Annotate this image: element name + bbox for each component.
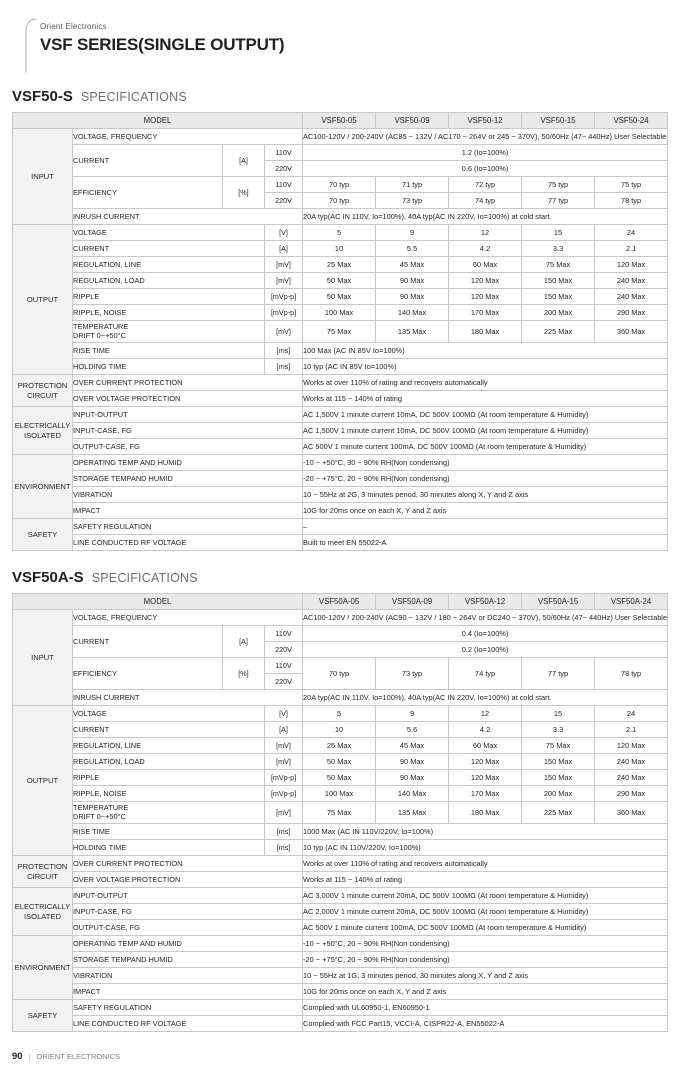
page-number: 90	[12, 1051, 23, 1062]
row-volt-220: 220V	[265, 193, 303, 209]
cell: 290 Max	[595, 305, 668, 321]
row-value-inrush: 20A typ(AC IN 110V, Io=100%), 40A typ(AC IN 220V, Io=100%) at cold start.	[303, 209, 668, 225]
table-row	[13, 920, 668, 936]
row-unit-ripple: [mVp-p]	[265, 289, 303, 305]
cell: 70 typ	[303, 658, 376, 690]
table-row	[13, 1016, 668, 1032]
cell: 74 typ	[449, 658, 522, 690]
cell: 25 Max	[303, 738, 376, 754]
row-unit-ripple-noise: [mVp-p]	[265, 786, 303, 802]
group-output: OUTPUT	[13, 225, 73, 375]
cell: 180 Max	[449, 802, 522, 824]
table-row	[13, 690, 668, 706]
cell: 77 typ	[522, 193, 595, 209]
row-value-inrush: 20A typ(AC IN 110V, Io=100%), 40A typ(AC IN 220V, Io=100%) at cold start.	[303, 690, 668, 706]
row-value-rise-time: 1000 Max (AC IN 110V/220V, Io=100%)	[303, 824, 668, 840]
group-safety: SAFETY	[13, 519, 73, 551]
model-header: MODEL	[13, 113, 303, 129]
cell: 140 Max	[376, 786, 449, 802]
group-input: INPUT	[13, 610, 73, 706]
cell: 360 Max	[595, 321, 668, 343]
cell: 75 typ	[522, 177, 595, 193]
cell: 240 Max	[595, 289, 668, 305]
cell: 24	[595, 225, 668, 241]
row-unit-out-voltage: [V]	[265, 225, 303, 241]
table-row	[13, 722, 668, 738]
row-unit-efficiency: [%]	[223, 658, 265, 690]
cell: 78 typ	[595, 193, 668, 209]
table-row	[13, 145, 668, 161]
table-row	[13, 519, 668, 535]
row-label-storage-temp: STORAGE TEMPAND HUMID	[73, 471, 303, 487]
row-label-temp-drift-line1: TEMPERATURE	[73, 321, 129, 331]
row-label-input-output: INPUT-OUTPUT	[73, 888, 303, 904]
group-isolated: ELECTRICALLY ISOLATED	[13, 888, 73, 936]
row-label-over-voltage: OVER VOLTAGE PROTECTION	[73, 391, 303, 407]
row-unit-reg-line: [mV]	[265, 257, 303, 273]
cell: 10	[303, 241, 376, 257]
group-environment: ENVIRONMENT	[13, 455, 73, 519]
row-unit-out-current: [A]	[265, 722, 303, 738]
row-value-current-110: 1.2 (Io=100%)	[303, 145, 668, 161]
row-value-impact: 10G for 20ms once on each X, Y and Z axis	[303, 503, 668, 519]
table-row	[13, 856, 668, 872]
cell: 135 Max	[376, 321, 449, 343]
cell: 9	[376, 225, 449, 241]
cell: 70 typ	[303, 193, 376, 209]
row-label-impact: IMPACT	[73, 984, 303, 1000]
cell: 5.6	[376, 722, 449, 738]
table-row	[13, 225, 668, 241]
group-protection: PROTECTION CIRCUIT	[13, 375, 73, 407]
row-value-output-case: AC 500V 1 minute current 100mA, DC 500V 100MΩ (At room temperature & Humidity)	[303, 439, 668, 455]
table-row	[13, 487, 668, 503]
table-row	[13, 626, 668, 642]
model-header: MODEL	[13, 594, 303, 610]
group-isolated: ELECTRICALLY ISOLATED	[13, 407, 73, 455]
row-label-current: CURRENT	[73, 145, 223, 177]
cell: 2.1	[595, 241, 668, 257]
row-label-reg-line: REGULATION, LINE	[73, 257, 265, 273]
table-row	[13, 770, 668, 786]
row-unit-temp-drift: [mV]	[265, 321, 303, 343]
row-unit-temp-drift: [mV]	[265, 802, 303, 824]
row-label-input-case: INPUT-CASE, FG	[73, 423, 303, 439]
cell: 12	[449, 706, 522, 722]
row-unit-out-voltage: [V]	[265, 706, 303, 722]
table-row	[13, 375, 668, 391]
model-col-5: VSF50-24	[595, 113, 668, 129]
row-value-holding-time: 10 typ (AC IN 110V/220V, Io=100%)	[303, 840, 668, 856]
table-row	[13, 888, 668, 904]
cell: 50 Max	[303, 754, 376, 770]
cell: 3.3	[522, 722, 595, 738]
cell: 3.3	[522, 241, 595, 257]
group-safety: SAFETY	[13, 1000, 73, 1032]
cell: 72 typ	[449, 177, 522, 193]
row-value-storage-temp: -20 ~ +75°C, 20 ~ 90% RH(Non condensing)	[303, 952, 668, 968]
row-label-storage-temp: STORAGE TEMPAND HUMID	[73, 952, 303, 968]
cell: 9	[376, 706, 449, 722]
row-unit-reg-load: [mV]	[265, 754, 303, 770]
cell: 170 Max	[449, 305, 522, 321]
table-row	[13, 824, 668, 840]
section-title-vsf50s	[12, 88, 668, 105]
cell: 50 Max	[303, 289, 376, 305]
row-label-safety-reg: SAFETY REGULATION	[73, 1000, 303, 1016]
row-unit-out-current: [A]	[265, 241, 303, 257]
row-label-rf-voltage: LINE CONDUCTED RF VOLTAGE	[73, 535, 303, 551]
row-label-vibration: VIBRATION	[73, 968, 303, 984]
row-label-ripple: RIPPLE	[73, 289, 265, 305]
table-row	[13, 407, 668, 423]
cell: 77 typ	[522, 658, 595, 690]
cell: 2.1	[595, 722, 668, 738]
cell: 5	[303, 706, 376, 722]
cell: 120 Max	[449, 273, 522, 289]
cell: 5	[303, 225, 376, 241]
section-model-name: VSF50A-S	[12, 569, 84, 586]
cell: 15	[522, 225, 595, 241]
row-value-current-220: 0.2 (Io=100%)	[303, 642, 668, 658]
cell: 75 Max	[522, 257, 595, 273]
cell: 150 Max	[522, 273, 595, 289]
row-value-current-220: 0.6 (Io=100%)	[303, 161, 668, 177]
table-row	[13, 343, 668, 359]
table-row	[13, 471, 668, 487]
row-label-inrush: INRUSH CURRENT	[73, 209, 303, 225]
table-row	[13, 706, 668, 722]
cell: 240 Max	[595, 273, 668, 289]
row-value-vibration: 10 ~ 55Hz at 1G, 3 minutes period, 30 minutes along X, Y and Z axis	[303, 968, 668, 984]
page-footer	[12, 1051, 120, 1062]
cell: 100 Max	[303, 305, 376, 321]
row-unit-rise-time: [ms]	[265, 343, 303, 359]
cell: 150 Max	[522, 289, 595, 305]
row-unit-holding-time: [ms]	[265, 840, 303, 856]
cell: 4.2	[449, 722, 522, 738]
section-spec-label: SPECIFICATIONS	[80, 90, 187, 104]
model-col-4: VSF50-15	[522, 113, 595, 129]
row-label-holding-time: HOLDING TIME	[73, 840, 265, 856]
row-label-safety-reg: SAFETY REGULATION	[73, 519, 303, 535]
table-row	[13, 257, 668, 273]
row-volt-110: 110V	[265, 145, 303, 161]
row-value-rise-time: 100 Max (AC IN 85V Io=100%)	[303, 343, 668, 359]
cell: 45 Max	[376, 257, 449, 273]
row-value-rf-voltage: Built to meet EN 55022-A	[303, 535, 668, 551]
table-row	[13, 289, 668, 305]
row-label-out-current: CURRENT	[73, 241, 265, 257]
footer-company: ORIENT ELECTRONICS	[36, 1052, 121, 1061]
row-value-over-voltage: Works at 115 ~ 140% of rating	[303, 872, 668, 888]
row-label-reg-line: REGULATION, LINE	[73, 738, 265, 754]
cell: 140 Max	[376, 305, 449, 321]
model-col-5: VSF50A-24	[595, 594, 668, 610]
cell: 75 Max	[303, 802, 376, 824]
row-unit-reg-line: [mV]	[265, 738, 303, 754]
row-value-impact: 10G for 20ms once on each X, Y and Z axis	[303, 984, 668, 1000]
table-row	[13, 738, 668, 754]
table-row	[13, 840, 668, 856]
row-value-over-voltage: Works at 115 ~ 140% of rating	[303, 391, 668, 407]
row-label-temp-drift	[73, 802, 265, 824]
cell: 50 Max	[303, 273, 376, 289]
table-row	[13, 786, 668, 802]
row-unit-rise-time: [ms]	[265, 824, 303, 840]
cell: 120 Max	[449, 754, 522, 770]
row-label-vibration: VIBRATION	[73, 487, 303, 503]
cell: 120 Max	[449, 289, 522, 305]
row-value-storage-temp: -20 ~ +75°C, 20 ~ 90% RH(Non condensing)	[303, 471, 668, 487]
row-label-out-voltage: VOLTAGE	[73, 225, 265, 241]
row-volt-220: 220V	[265, 161, 303, 177]
row-label-ripple-noise: RIPPLE, NOISE	[73, 786, 265, 802]
table-row	[13, 305, 668, 321]
cell: 200 Max	[522, 305, 595, 321]
row-value-output-case: AC 500V 1 minute current 100mA, DC 500V 100MΩ (At room temperature & Humidity)	[303, 920, 668, 936]
table-row	[13, 904, 668, 920]
cell: 75 Max	[522, 738, 595, 754]
cell: 90 Max	[376, 289, 449, 305]
row-volt-110: 110V	[265, 177, 303, 193]
row-value-operating-temp: -10 ~ +50°C, 20 ~ 90% RH(Non condensing)	[303, 936, 668, 952]
table-row	[13, 439, 668, 455]
group-protection: PROTECTION CIRCUIT	[13, 856, 73, 888]
cell: 15	[522, 706, 595, 722]
row-value-rf-voltage: Complied with FCC Part15, VCCI-A, CISPR22-A, EN55022-A	[303, 1016, 668, 1032]
cell: 150 Max	[522, 754, 595, 770]
row-label-operating-temp: OPERATING TEMP AND HUMID	[73, 455, 303, 471]
cell: 90 Max	[376, 754, 449, 770]
row-label-ripple: RIPPLE	[73, 770, 265, 786]
row-label-inrush: INRUSH CURRENT	[73, 690, 303, 706]
spec-table-vsf50s	[12, 112, 668, 551]
row-value-safety-reg: –	[303, 519, 668, 535]
group-output: OUTPUT	[13, 706, 73, 856]
cell: 60 Max	[449, 738, 522, 754]
row-label-over-current: OVER CURRENT PROTECTION	[73, 375, 303, 391]
row-label-rise-time: RISE TIME	[73, 343, 265, 359]
table-row	[13, 455, 668, 471]
cell: 290 Max	[595, 786, 668, 802]
table-row	[13, 968, 668, 984]
section-model-name: VSF50-S	[12, 88, 73, 105]
row-label-operating-temp: OPERATING TEMP AND HUMID	[73, 936, 303, 952]
cell: 120 Max	[449, 770, 522, 786]
group-environment: ENVIRONMENT	[13, 936, 73, 1000]
table-row	[13, 177, 668, 193]
table-row	[13, 503, 668, 519]
row-unit-ripple: [mVp-p]	[265, 770, 303, 786]
cell: 4.2	[449, 241, 522, 257]
row-value-input-case: AC 2,000V 1 minute current 20mA, DC 500V 100MΩ (At room temperature & Humidity)	[303, 904, 668, 920]
row-value-safety-reg: Complied with UL60950-1, EN60950-1	[303, 1000, 668, 1016]
cell: 10	[303, 722, 376, 738]
row-unit-ripple-noise: [mVp-p]	[265, 305, 303, 321]
cell: 75 typ	[595, 177, 668, 193]
cell: 180 Max	[449, 321, 522, 343]
cell: 25 Max	[303, 257, 376, 273]
row-label-current: CURRENT	[73, 626, 223, 658]
cell: 90 Max	[376, 770, 449, 786]
cell: 360 Max	[595, 802, 668, 824]
row-label-output-case: OUTPUT-CASE, FG	[73, 920, 303, 936]
row-label-voltage-frequency: VOLTAGE, FREQUENCY	[73, 610, 303, 626]
row-value-vibration: 10 ~ 55Hz at 2G, 3 minutes period, 30 minutes along X, Y and Z axis	[303, 487, 668, 503]
row-value-input-output: AC 1,500V 1 minute current 10mA, DC 500V 100MΩ (At room temperature & Humidity)	[303, 407, 668, 423]
table-row	[13, 610, 668, 626]
table-row	[13, 359, 668, 375]
row-value-input-case: AC 1,500V 1 minute current 10mA, DC 500V 100MΩ (At room temperature & Humidity)	[303, 423, 668, 439]
row-volt-220: 220V	[265, 674, 303, 690]
row-label-holding-time: HOLDING TIME	[73, 359, 265, 375]
model-col-3: VSF50A-12	[449, 594, 522, 610]
cell: 200 Max	[522, 786, 595, 802]
cell: 150 Max	[522, 770, 595, 786]
row-value-voltage-frequency: AC100-120V / 200-240V (AC85 ~ 132V / AC170 ~ 264V or 245 ~ 370V), 50/60Hz (47~ 440Hz) User Selectable	[303, 129, 668, 145]
row-label-temp-drift-line1: TEMPERATURE	[73, 802, 129, 812]
table-row	[13, 321, 668, 343]
row-volt-110: 110V	[265, 626, 303, 642]
cell: 240 Max	[595, 754, 668, 770]
table-header-row	[13, 113, 668, 129]
row-label-reg-load: REGULATION, LOAD	[73, 273, 265, 289]
table-row	[13, 802, 668, 824]
cell: 240 Max	[595, 770, 668, 786]
row-label-ripple-noise: RIPPLE, NOISE	[73, 305, 265, 321]
brand-name: Orient Electronics	[40, 22, 107, 31]
row-value-input-output: AC 3,000V 1 minute current 20mA, DC 500V 100MΩ (At room temperature & Humidity)	[303, 888, 668, 904]
row-label-efficiency: EFFICIENCY	[73, 658, 223, 690]
section-spec-label: SPECIFICATIONS	[91, 571, 198, 585]
row-label-out-voltage: VOLTAGE	[73, 706, 265, 722]
table-row	[13, 872, 668, 888]
cell: 12	[449, 225, 522, 241]
cell: 45 Max	[376, 738, 449, 754]
cell: 90 Max	[376, 273, 449, 289]
row-label-reg-load: REGULATION, LOAD	[73, 754, 265, 770]
cell: 70 typ	[303, 177, 376, 193]
cell: 60 Max	[449, 257, 522, 273]
cell: 120 Max	[595, 257, 668, 273]
row-value-over-current: Works at over 110% of rating and recovers automatically	[303, 375, 668, 391]
cell: 73 typ	[376, 193, 449, 209]
row-label-input-case: INPUT-CASE, FG	[73, 904, 303, 920]
row-value-operating-temp: -10 ~ +50°C, 30 ~ 90% RH(Non condensing)	[303, 455, 668, 471]
row-unit-current: [A]	[223, 145, 265, 177]
row-label-over-current: OVER CURRENT PROTECTION	[73, 856, 303, 872]
cell: 170 Max	[449, 786, 522, 802]
model-col-2: VSF50A-09	[376, 594, 449, 610]
table-row	[13, 423, 668, 439]
row-label-rise-time: RISE TIME	[73, 824, 265, 840]
cell: 24	[595, 706, 668, 722]
cell: 71 typ	[376, 177, 449, 193]
row-label-voltage-frequency: VOLTAGE, FREQUENCY	[73, 129, 303, 145]
model-col-1: VSF50-05	[303, 113, 376, 129]
model-col-3: VSF50-12	[449, 113, 522, 129]
row-label-output-case: OUTPUT-CASE, FG	[73, 439, 303, 455]
table-row	[13, 1000, 668, 1016]
cell: 5.5	[376, 241, 449, 257]
model-col-4: VSF50A-15	[522, 594, 595, 610]
spec-table-vsf50as	[12, 593, 668, 1032]
cell: 73 typ	[376, 658, 449, 690]
page-header	[12, 0, 668, 70]
row-label-rf-voltage: LINE CONDUCTED RF VOLTAGE	[73, 1016, 303, 1032]
cell: 135 Max	[376, 802, 449, 824]
cell: 78 typ	[595, 658, 668, 690]
model-col-1: VSF50A-05	[303, 594, 376, 610]
row-value-voltage-frequency: AC100-120V / 200-240V (AC90 ~ 132V / 180 ~ 264V or DC240 ~ 370V), 50/60Hz (47~ 440Hz) User Selectable	[303, 610, 668, 626]
cell: 74 typ	[449, 193, 522, 209]
table-row	[13, 241, 668, 257]
cell: 225 Max	[522, 802, 595, 824]
table-row	[13, 754, 668, 770]
cell: 120 Max	[595, 738, 668, 754]
row-volt-220: 220V	[265, 642, 303, 658]
row-label-temp-drift	[73, 321, 265, 343]
footer-divider: |	[28, 1052, 31, 1061]
row-unit-current: [A]	[223, 626, 265, 658]
row-unit-holding-time: [ms]	[265, 359, 303, 375]
row-label-temp-drift-line2: DRIFT 0~+50°C	[73, 330, 126, 340]
table-row	[13, 952, 668, 968]
row-label-input-output: INPUT-OUTPUT	[73, 407, 303, 423]
row-label-efficiency: EFFICIENCY	[73, 177, 223, 209]
table-row	[13, 936, 668, 952]
table-row	[13, 391, 668, 407]
row-label-over-voltage: OVER VOLTAGE PROTECTION	[73, 872, 303, 888]
row-value-current-110: 0.4 (Io=100%)	[303, 626, 668, 642]
table-header-row	[13, 594, 668, 610]
model-col-2: VSF50-09	[376, 113, 449, 129]
section-title-vsf50as	[12, 569, 668, 586]
table-row	[13, 209, 668, 225]
row-volt-110: 110V	[265, 658, 303, 674]
row-value-holding-time: 10 typ (AC IN 85V Io=100%)	[303, 359, 668, 375]
table-row	[13, 984, 668, 1000]
group-input: INPUT	[13, 129, 73, 225]
table-row	[13, 129, 668, 145]
row-label-impact: IMPACT	[73, 503, 303, 519]
row-label-out-current: CURRENT	[73, 722, 265, 738]
row-unit-efficiency: [%]	[223, 177, 265, 209]
header-bracket-icon	[24, 18, 38, 74]
row-unit-reg-load: [mV]	[265, 273, 303, 289]
table-row	[13, 535, 668, 551]
row-label-temp-drift-line2: DRIFT 0~+50°C	[73, 811, 126, 821]
cell: 50 Max	[303, 770, 376, 786]
cell: 100 Max	[303, 786, 376, 802]
table-row	[13, 658, 668, 674]
cell: 225 Max	[522, 321, 595, 343]
page-title: VSF SERIES(SINGLE OUTPUT)	[40, 35, 285, 54]
row-value-over-current: Works at over 110% of rating and recovers automatically	[303, 856, 668, 872]
cell: 75 Max	[303, 321, 376, 343]
table-row	[13, 273, 668, 289]
